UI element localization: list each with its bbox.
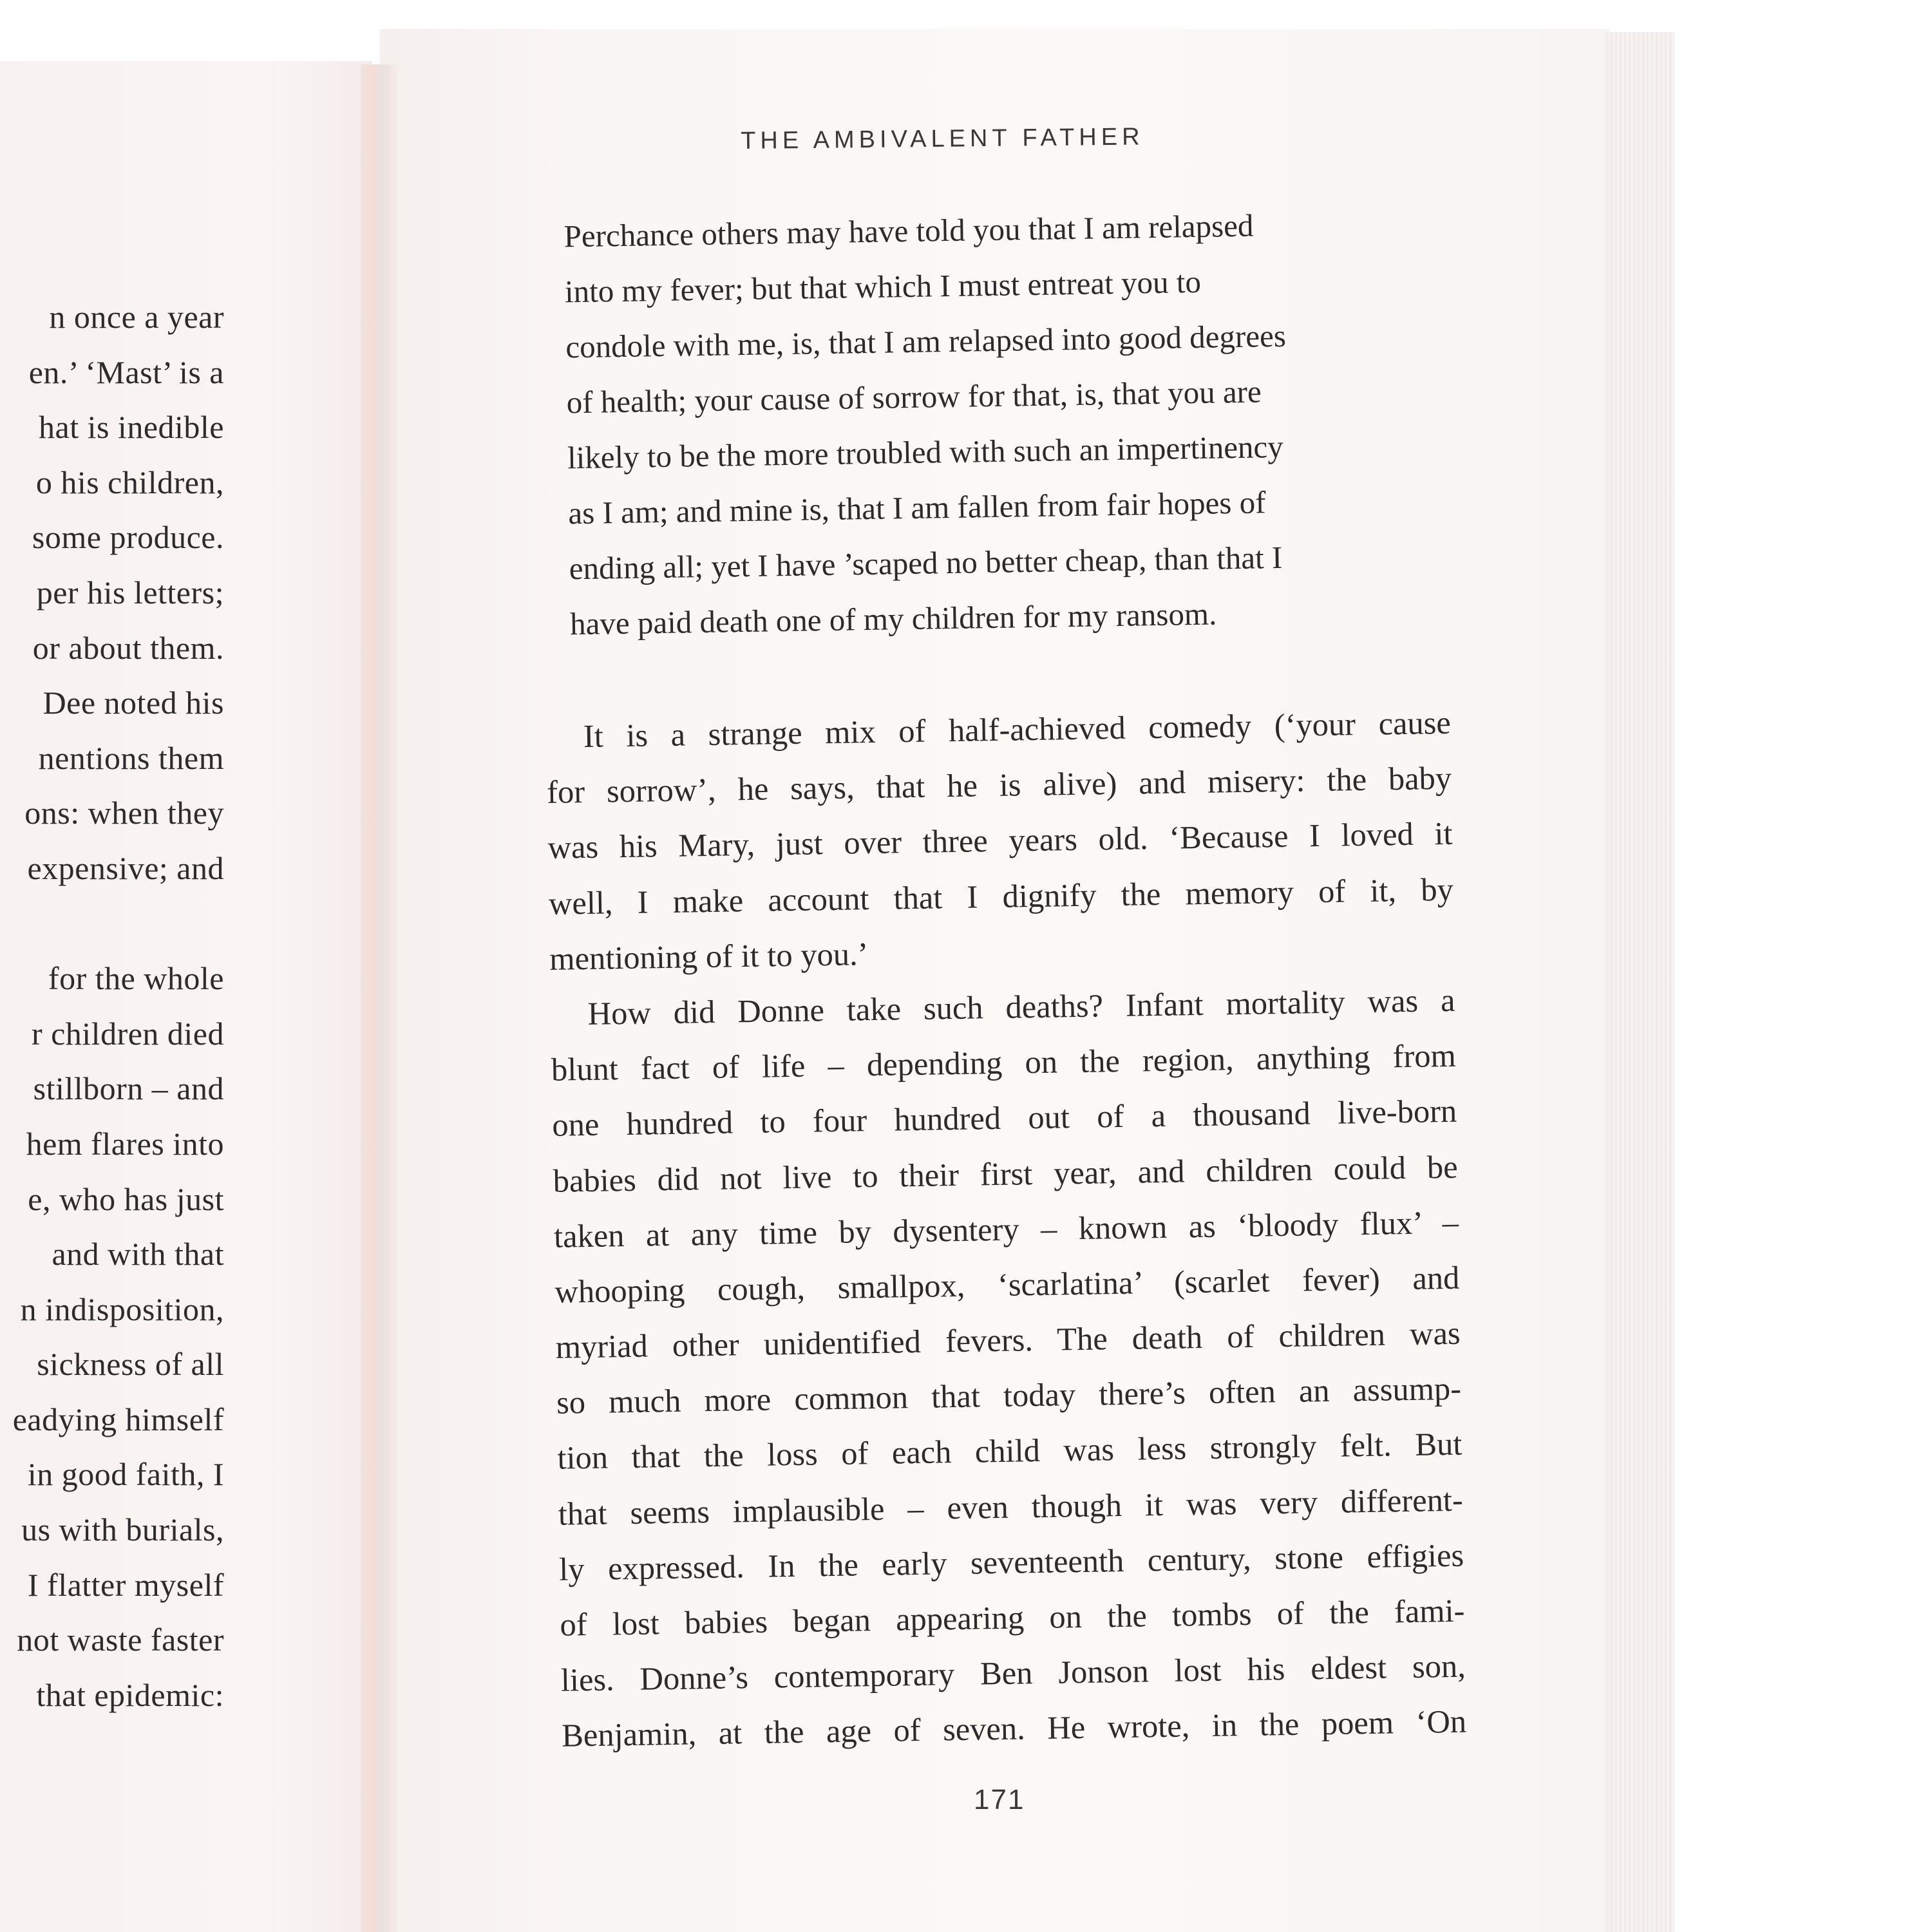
page-edges [1604, 32, 1674, 1932]
running-header: THE AMBIVALENT FATHER [741, 123, 1144, 155]
book-spine-gutter [361, 64, 399, 1932]
left-line: sickness of all [37, 1346, 224, 1383]
prose-line: It is a strange mix of half-achieved comedy (‘your cause [583, 704, 1452, 754]
left-line: Dee noted his [43, 685, 224, 721]
left-line: r children died [31, 1015, 224, 1052]
page-number: 171 [974, 1784, 1025, 1815]
left-line: n indisposition, [20, 1291, 224, 1327]
prose-line: blunt fact of life – depending on the region, anything from [551, 1037, 1457, 1088]
left-line-blank [0, 896, 224, 952]
left-page [0, 61, 372, 1932]
left-line: o his children, [35, 464, 224, 500]
left-line: nentions them [38, 739, 224, 776]
prose-line: one hundred to four hundred out of a thousand live-born [551, 1093, 1457, 1144]
left-line: hem flares into [26, 1125, 224, 1162]
prose-line: lies. Donne’s contemporary Ben Jonson lost his eldest son, [560, 1647, 1466, 1698]
prose-line: babies did not live to their first year, and children could be [553, 1148, 1458, 1199]
quote-line: Perchance others may have told you that I am relapsed [564, 207, 1254, 254]
left-line: n once a year [49, 299, 224, 335]
left-line: en.’ ‘Mast’ is a [28, 354, 224, 390]
left-line: in good faith, I [27, 1456, 224, 1493]
left-line: per his letters; [36, 574, 224, 611]
quote-line: as I am; and mine is, that I am fallen from fair hopes of [567, 484, 1266, 531]
left-line: ons: when they [24, 795, 224, 831]
prose-line: How did Donne take such deaths? Infant mortality was a [587, 981, 1455, 1032]
paragraph-2 [550, 972, 1467, 1764]
paragraph-1 [545, 695, 1455, 987]
prose-line: that seems implausible – even though it was very different- [558, 1481, 1464, 1532]
prose-line: taken at any time by dysentery – known as ‘bloody flux’ – [553, 1204, 1459, 1255]
prose-line: so much more common that today there’s often an assump- [556, 1370, 1462, 1421]
prose-line: Benjamin, at the age of seven. He wrote, in the poem ‘On [561, 1703, 1467, 1754]
prose-line: for sorrow’, he says, that he is alive) and misery: the baby [546, 760, 1452, 811]
prose-line: of lost babies began appearing on the tombs of the fami- [560, 1592, 1465, 1643]
prose-line: whooping cough, smallpox, ‘scarlatina’ (scarlet fever) and [554, 1259, 1460, 1310]
left-line: not waste faster [17, 1622, 224, 1658]
quote-line: of health; your cause of sorrow for that, is, that you are [566, 374, 1262, 421]
prose-line: mentioning of it to you.’ [549, 935, 869, 977]
quote-line: have paid death one of my children for my ransom. [569, 596, 1217, 642]
left-line: that epidemic: [36, 1676, 224, 1713]
quote-line: ending all; yet I have ’scaped no better cheap, than that I [569, 539, 1283, 587]
left-line: for the whole [48, 960, 224, 997]
left-line: eadying himself [12, 1401, 224, 1437]
prose-line: myriad other unidentified fevers. The death of children was [555, 1314, 1461, 1365]
prose-line: tion that the loss of each child was less strongly felt. But [557, 1426, 1463, 1477]
quote-line: into my fever; but that which I must entreat you to [564, 263, 1202, 310]
left-line: hat is inedible [39, 409, 224, 446]
left-line: I flatter myself [27, 1566, 224, 1603]
quote-line: condole with me, is, that I am relapsed into good degrees [565, 317, 1287, 365]
prose-line: was his Mary, just over three years old. ‘Because I loved it [547, 815, 1453, 866]
quote-line: likely to be the more troubled with such an impertinency [567, 428, 1284, 476]
left-line: some produce. [32, 519, 224, 556]
left-page-text [0, 290, 224, 1723]
prose-line: ly expressed. In the early seventeenth century, stone effigies [558, 1537, 1464, 1587]
block-quote [564, 196, 1369, 652]
right-page-text [538, 195, 1477, 1764]
left-line: us with burials, [21, 1511, 224, 1548]
left-line: or about them. [32, 629, 224, 666]
left-line: expensive; and [27, 849, 224, 886]
left-line: and with that [52, 1236, 224, 1273]
prose-line: well, I make account that I dignify the memory of it, by [548, 871, 1454, 922]
left-line: e, who has just [28, 1180, 224, 1217]
left-line: stillborn – and [33, 1070, 224, 1107]
